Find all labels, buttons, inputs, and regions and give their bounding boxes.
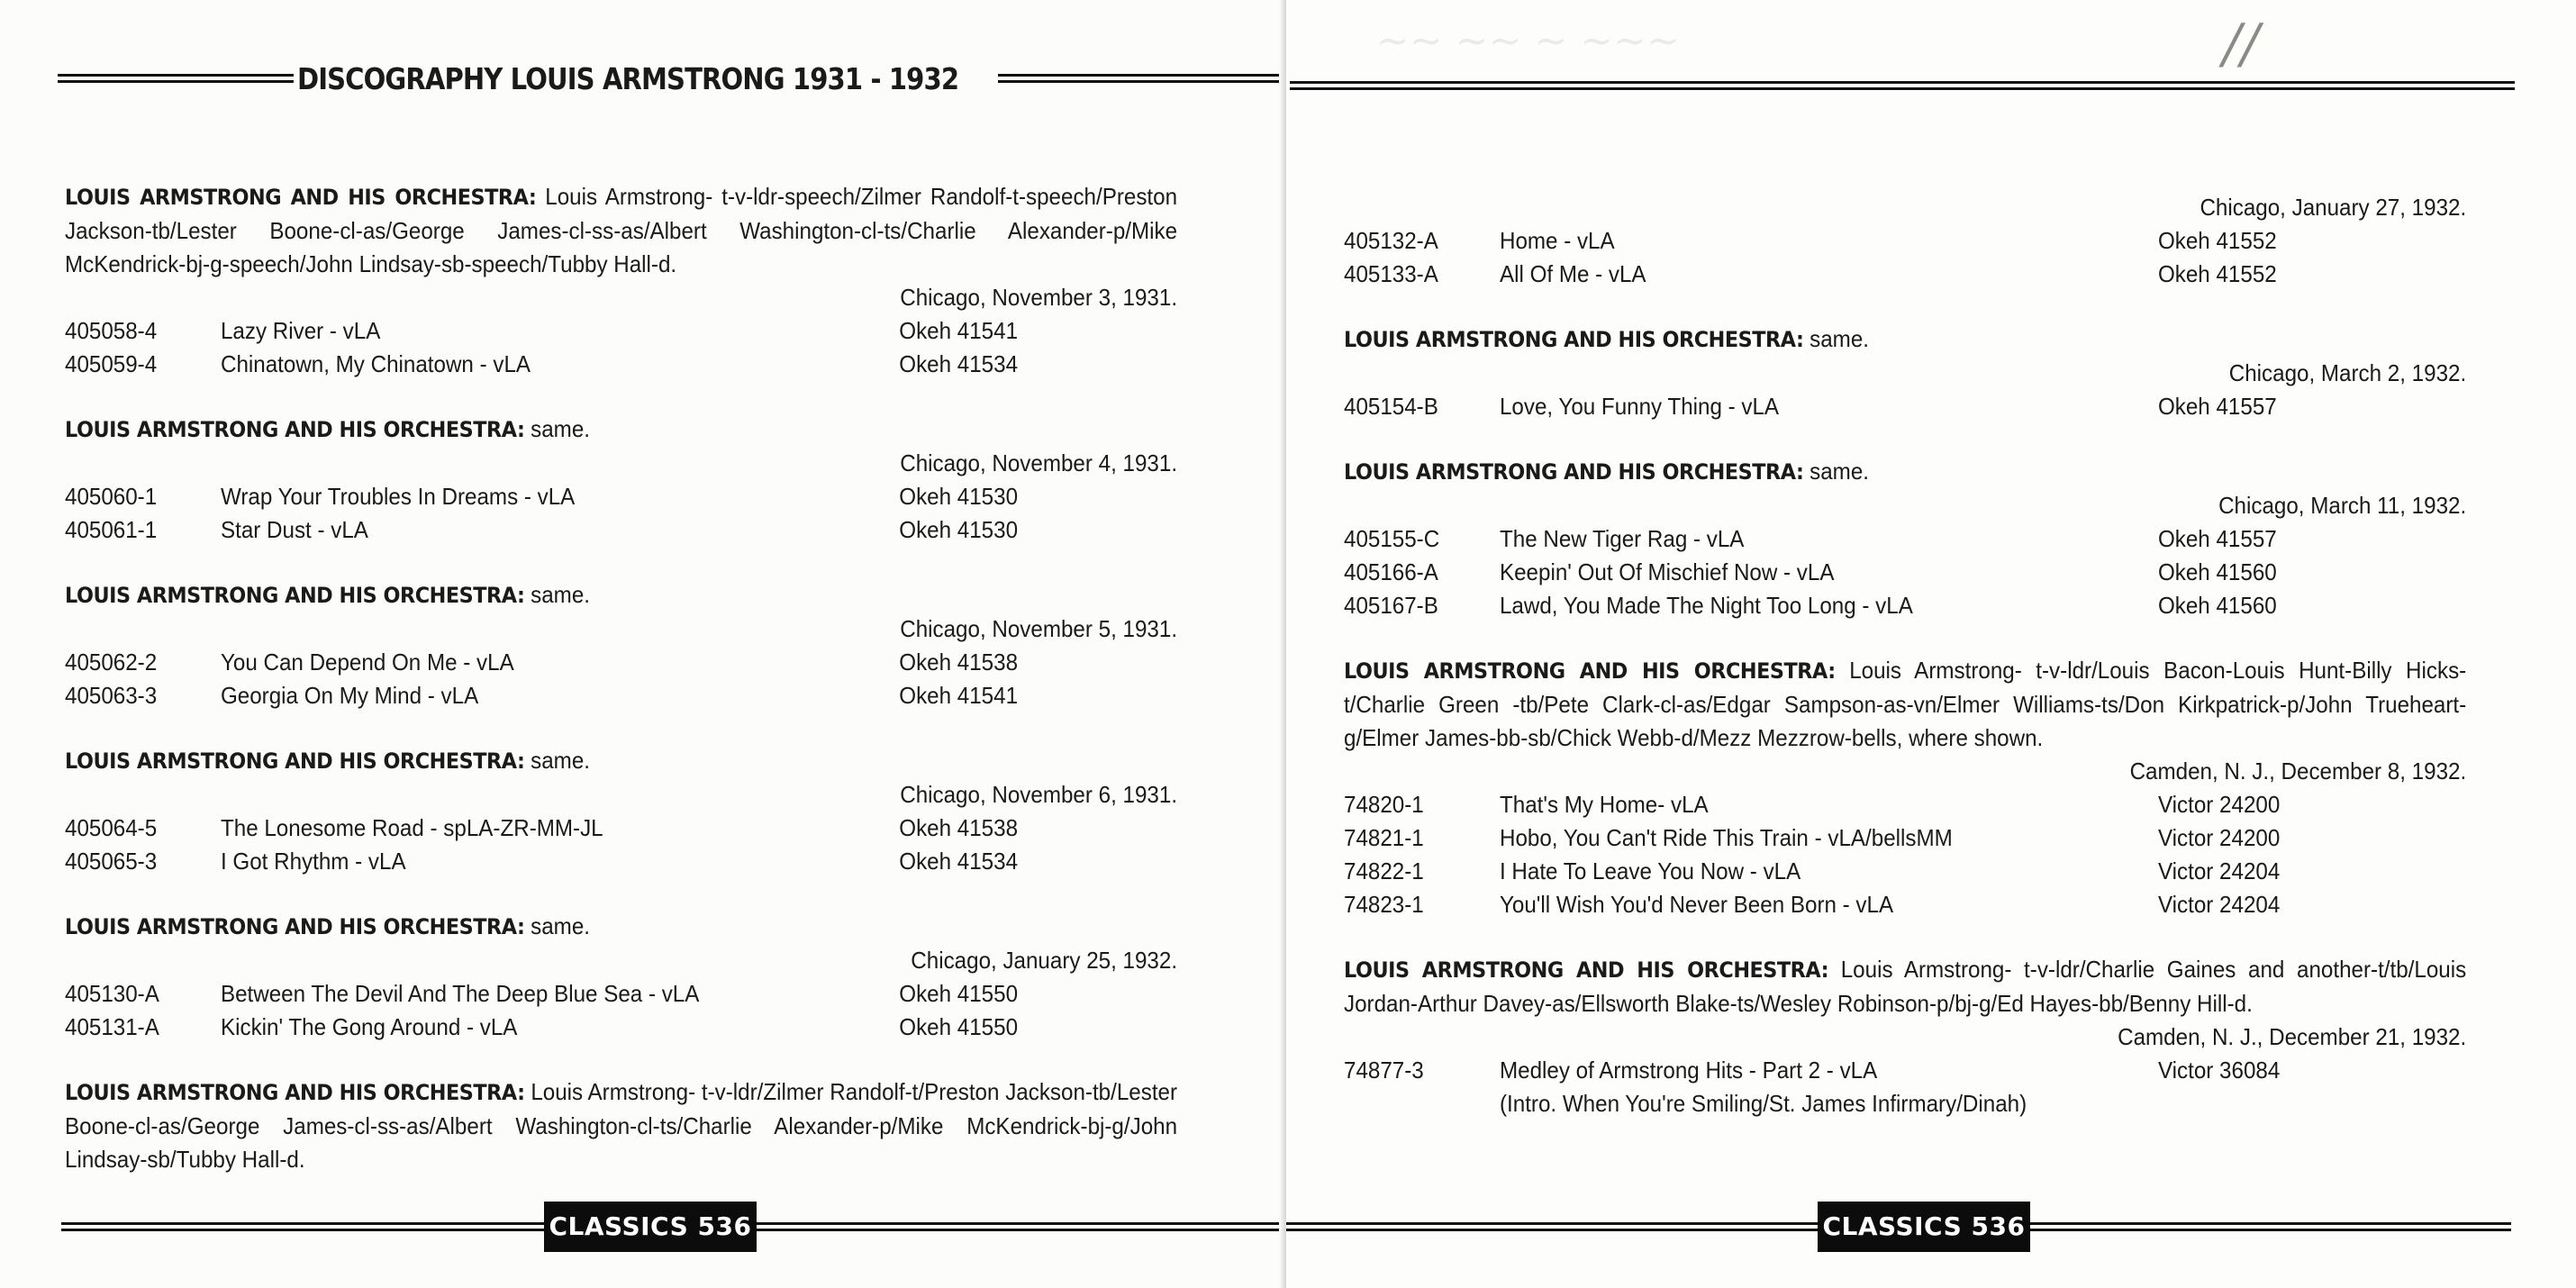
record-label-number: Okeh 41552 [2157, 227, 2277, 254]
record-label-number: Okeh 41541 [899, 682, 1019, 709]
track-row [65, 1011, 1177, 1044]
record-label-number: Victor 24200 [2157, 824, 2281, 851]
session-block [65, 413, 1177, 547]
track-title: Kickin' The Gong Around - vLA [220, 1013, 518, 1040]
header-rule-right-page [1290, 81, 2515, 90]
track-title: The Lonesome Road - spLA-ZR-MM-JL [220, 814, 603, 841]
session-block [1344, 191, 2466, 291]
matrix-number: 405133-A [1344, 260, 1438, 287]
track-row [1344, 522, 2466, 556]
matrix-number: 405061-1 [65, 516, 158, 543]
matrix-number: 405154-B [1344, 393, 1438, 420]
personnel-text: Louis Armstrong- t-v-ldr/Louis Bacon-Louis Hunt-Billy Hicks-t/Charlie Green -tb/Pete Clark-cl-as/Edgar Sampson-as-vn/Elmer Williams-ts/Don Kirkpatrick-p/John Trueheart-g/Elmer James-bb-sb/Chick Webb-d/Mezz Mezzrow-bells, where shown. [1344, 657, 2467, 751]
page-title: DISCOGRAPHY LOUIS ARMSTRONG 1931 - 1932 [297, 61, 959, 96]
matrix-number: 405060-1 [65, 483, 158, 510]
session-block [65, 1075, 1177, 1176]
record-label-number: Okeh 41541 [899, 317, 1019, 344]
track-note: (Intro. When You're Smiling/St. James Infirmary/Dinah) [1499, 1090, 2027, 1117]
track-row [1344, 589, 2466, 622]
track-row [1344, 390, 2466, 423]
matrix-number: 405131-A [65, 1013, 159, 1040]
track-row [1344, 224, 2466, 258]
matrix-number: 405167-B [1344, 592, 1438, 619]
matrix-number: 74823-1 [1344, 891, 1424, 918]
track-title: You Can Depend On Me - vLA [220, 649, 514, 676]
track-row [65, 513, 1177, 547]
session-location-date: Chicago, March 2, 1932. [2228, 359, 2467, 386]
matrix-number: 405062-2 [65, 649, 158, 676]
matrix-number: 405058-4 [65, 317, 158, 344]
session-block [1344, 953, 2466, 1120]
session-block [65, 578, 1177, 712]
session-location-date: Chicago, November 6, 1931. [900, 781, 1178, 808]
record-label-number: Okeh 41530 [899, 516, 1019, 543]
matrix-number: 405166-A [1344, 558, 1438, 585]
track-row [1344, 888, 2466, 921]
record-label-number: Okeh 41538 [899, 814, 1019, 841]
track-title: Love, You Funny Thing - vLA [1499, 393, 1780, 420]
track-title: Chinatown, My Chinatown - vLA [220, 350, 531, 377]
personnel-text: Louis Armstrong- t-v-ldr/Zilmer Randolf-t/Preston Jackson-tb/Lester Boone-cl-as/George James-cl-ss-as/Albert Washington-cl-ts/Charlie Alexander-p/Mike McKendrick-bj-g/John Lindsay-sb/Tubby Hall-d. [65, 1078, 1178, 1173]
personnel-paragraph [1344, 654, 2466, 755]
personnel-text: same. [524, 912, 590, 939]
personnel-text: same. [1803, 325, 1869, 352]
personnel-paragraph [65, 1075, 1177, 1176]
matrix-number: 405155-C [1344, 525, 1440, 552]
record-label-number: Okeh 41560 [2157, 558, 2277, 585]
track-row [1344, 258, 2466, 291]
session-block [65, 180, 1177, 381]
track-title: I Hate To Leave You Now - vLA [1499, 857, 1801, 884]
record-label-number: Victor 24204 [2157, 891, 2281, 918]
track-title: Medley of Armstrong Hits - Part 2 - vLA [1499, 1057, 1878, 1084]
matrix-number: 74877-3 [1344, 1057, 1424, 1084]
personnel-paragraph [65, 744, 1177, 778]
band-name: LOUIS ARMSTRONG AND HIS ORCHESTRA: [65, 914, 525, 939]
personnel-text: same. [524, 581, 590, 608]
record-label-number: Okeh 41534 [899, 848, 1019, 875]
track-title: Georgia On My Mind - vLA [220, 682, 479, 709]
session-location-date: Chicago, January 27, 1932. [2200, 194, 2467, 221]
track-title: Wrap Your Troubles In Dreams - vLA [220, 483, 576, 510]
record-label-number: Okeh 41550 [899, 980, 1019, 1007]
pencil-scribble: ~~ ~~ ~ ~~~ [1376, 18, 1680, 64]
session-block [1344, 455, 2466, 622]
record-label-number: Okeh 41530 [899, 483, 1019, 510]
personnel-paragraph [65, 578, 1177, 612]
track-title: Lazy River - vLA [220, 317, 381, 344]
track-row [1344, 1054, 2466, 1087]
left-page [0, 0, 1286, 1288]
track-row [65, 679, 1177, 712]
band-name: LOUIS ARMSTRONG AND HIS ORCHESTRA: [1344, 327, 1804, 352]
session-location-date: Chicago, November 3, 1931. [900, 284, 1178, 311]
band-name: LOUIS ARMSTRONG AND HIS ORCHESTRA: [1344, 459, 1804, 485]
track-row [1344, 556, 2466, 589]
track-title: Star Dust - vLA [220, 516, 368, 543]
left-discography [65, 180, 1177, 1176]
session-location-date: Chicago, January 25, 1932. [911, 947, 1178, 974]
track-title: I Got Rhythm - vLA [220, 848, 406, 875]
track-title: Lawd, You Made The Night Too Long - vLA [1499, 592, 1913, 619]
track-title: Hobo, You Can't Ride This Train - vLA/bellsMM [1499, 824, 1953, 851]
track-title: That's My Home- vLA [1499, 791, 1709, 818]
record-label-number: Okeh 41550 [899, 1013, 1019, 1040]
track-title: All Of Me - vLA [1499, 260, 1646, 287]
session-block [65, 744, 1177, 878]
band-name: LOUIS ARMSTRONG AND HIS ORCHESTRA: [1344, 957, 1829, 983]
personnel-paragraph [65, 180, 1177, 281]
track-row [65, 314, 1177, 348]
personnel-text: Louis Armstrong- t-v-ldr-speech/Zilmer Randolf-t-speech/Preston Jackson-tb/Lester Boone-cl-as/George James-cl-ss-as/Albert Washington-cl-ts/Charlie Alexander-p/Mike McKendrick-bj-g-speech/John Lindsay-sb-speech/Tubby Hall-d. [65, 183, 1178, 277]
matrix-number: 405065-3 [65, 848, 158, 875]
personnel-text: same. [1803, 458, 1869, 485]
track-title: Between The Devil And The Deep Blue Sea - vLA [220, 980, 700, 1007]
track-row [65, 845, 1177, 878]
band-name: LOUIS ARMSTRONG AND HIS ORCHESTRA: [65, 583, 525, 608]
track-row [1344, 788, 2466, 821]
session-block [65, 910, 1177, 1044]
pencil-slashes: // [2223, 13, 2260, 76]
record-label-number: Okeh 41552 [2157, 260, 2277, 287]
track-row [65, 812, 1177, 845]
session-block [1344, 322, 2466, 423]
record-label-number: Okeh 41538 [899, 649, 1019, 676]
record-label-number: Okeh 41534 [899, 350, 1019, 377]
session-location-date: Camden, N. J., December 8, 1932. [2129, 757, 2467, 785]
footer-label-left: CLASSICS 536 [544, 1202, 757, 1252]
session-location-date: Chicago, March 11, 1932. [2218, 492, 2467, 519]
personnel-text: same. [524, 747, 590, 774]
header-rule-right [998, 74, 1284, 83]
track-row [65, 646, 1177, 679]
track-row [65, 977, 1177, 1011]
record-label-number: Okeh 41557 [2157, 393, 2277, 420]
track-title: The New Tiger Rag - vLA [1499, 525, 1745, 552]
matrix-number: 405130-A [65, 980, 159, 1007]
record-label-number: Victor 24204 [2157, 857, 2281, 884]
session-location-date: Camden, N. J., December 21, 1932. [2118, 1023, 2467, 1050]
band-name: LOUIS ARMSTRONG AND HIS ORCHESTRA: [65, 417, 525, 442]
matrix-number: 405063-3 [65, 682, 158, 709]
matrix-number: 405132-A [1344, 227, 1438, 254]
matrix-number: 74820-1 [1344, 791, 1424, 818]
personnel-paragraph [1344, 455, 2466, 489]
track-title: Keepin' Out Of Mischief Now - vLA [1499, 558, 1835, 585]
matrix-number: 74821-1 [1344, 824, 1424, 851]
personnel-paragraph [1344, 953, 2466, 1020]
right-discography [1344, 191, 2466, 1120]
right-page [1286, 0, 2576, 1288]
personnel-paragraph [1344, 322, 2466, 357]
track-title: Home - vLA [1499, 227, 1615, 254]
band-name: LOUIS ARMSTRONG AND HIS ORCHESTRA: [65, 185, 537, 210]
session-block [1344, 654, 2466, 921]
session-location-date: Chicago, November 5, 1931. [900, 615, 1178, 642]
record-label-number: Victor 24200 [2157, 791, 2281, 818]
track-row [65, 348, 1177, 381]
personnel-paragraph [65, 413, 1177, 447]
band-name: LOUIS ARMSTRONG AND HIS ORCHESTRA: [65, 1080, 525, 1105]
header-rule-left [58, 74, 294, 83]
matrix-number: 405059-4 [65, 350, 158, 377]
session-location-date: Chicago, November 4, 1931. [900, 449, 1178, 476]
track-row [1344, 855, 2466, 888]
personnel-text: same. [524, 415, 590, 442]
matrix-number: 405064-5 [65, 814, 158, 841]
footer-label-right: CLASSICS 536 [1818, 1202, 2030, 1252]
record-label-number: Okeh 41560 [2157, 592, 2277, 619]
record-label-number: Victor 36084 [2157, 1057, 2281, 1084]
track-row [1344, 821, 2466, 855]
track-row [65, 480, 1177, 513]
band-name: LOUIS ARMSTRONG AND HIS ORCHESTRA: [65, 748, 525, 774]
personnel-paragraph [65, 910, 1177, 944]
record-label-number: Okeh 41557 [2157, 525, 2277, 552]
matrix-number: 74822-1 [1344, 857, 1424, 884]
personnel-text: Louis Armstrong- t-v-ldr/Charlie Gaines and another-t/tb/Louis Jordan-Arthur Davey-as/Ellsworth Blake-ts/Wesley Robinson-p/bj-g/Ed Hayes-bb/Benny Hill-d. [1344, 956, 2467, 1017]
track-title: You'll Wish You'd Never Been Born - vLA [1499, 891, 1894, 918]
band-name: LOUIS ARMSTRONG AND HIS ORCHESTRA: [1344, 658, 1836, 684]
